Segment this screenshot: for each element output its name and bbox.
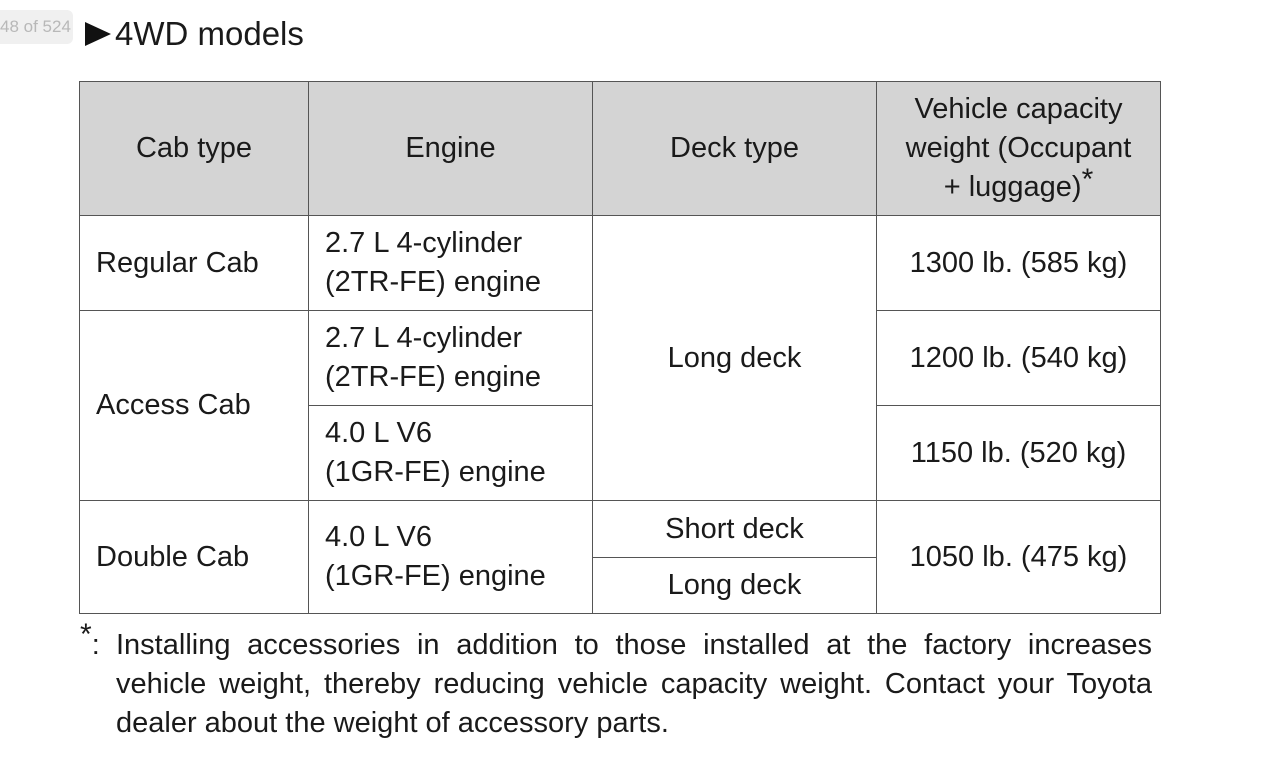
footnote	[80, 618, 1152, 743]
deck-cell-short: Short deck	[593, 501, 877, 558]
page-indicator: 48 of 524	[0, 10, 73, 44]
header-deck-type: Deck type	[593, 82, 877, 216]
header-capacity-line1: Vehicle capacity	[914, 93, 1123, 125]
table-row	[80, 216, 1161, 311]
deck-cell-long: Long deck	[593, 558, 877, 614]
table-header-row	[80, 82, 1161, 216]
engine-line1: 2.7 L 4-cylinder	[325, 322, 523, 354]
engine-cell	[309, 406, 593, 501]
weight-cell: 1050 lb. (475 kg)	[877, 501, 1161, 614]
asterisk-mark: *	[1081, 163, 1094, 196]
cab-cell: Regular Cab	[80, 216, 309, 311]
footnote-separator: :	[91, 629, 100, 661]
cab-cell: Access Cab	[80, 311, 309, 501]
table-row	[80, 501, 1161, 558]
header-engine: Engine	[309, 82, 593, 216]
weight-cell: 1150 lb. (520 kg)	[877, 406, 1161, 501]
weight-cell: 1200 lb. (540 kg)	[877, 311, 1161, 406]
engine-line2: (2TR-FE) engine	[325, 266, 541, 298]
header-capacity-line2: weight (Occupant	[905, 132, 1132, 164]
header-cab-type: Cab type	[80, 82, 309, 216]
cab-cell: Double Cab	[80, 501, 309, 614]
header-capacity-line3: + luggage)	[943, 171, 1082, 203]
header-capacity-line3-wrap	[893, 163, 1144, 207]
footnote-mark	[80, 618, 116, 743]
asterisk-mark: *	[80, 618, 92, 651]
triangle-bullet-icon	[85, 22, 111, 46]
capacity-table	[79, 81, 1161, 614]
engine-line1: 2.7 L 4-cylinder	[325, 227, 523, 259]
header-capacity-weight	[877, 82, 1161, 216]
engine-cell	[309, 216, 593, 311]
deck-cell-long-merged: Long deck	[593, 216, 877, 501]
engine-line2: (1GR-FE) engine	[325, 560, 546, 592]
engine-line1: 4.0 L V6	[325, 417, 432, 449]
engine-line2: (1GR-FE) engine	[325, 456, 546, 488]
section-title: 4WD models	[115, 15, 304, 52]
engine-line2: (2TR-FE) engine	[325, 361, 541, 393]
engine-line1: 4.0 L V6	[325, 521, 432, 553]
engine-cell	[309, 311, 593, 406]
footnote-text: Installing accessories in addition to those installed at the factory increases vehicle weight, thereby reducing vehicle capacity weight. Contact your Toyota dealer about the weight of accessory parts.	[116, 629, 1152, 739]
section-heading	[85, 14, 304, 54]
weight-cell: 1300 lb. (585 kg)	[877, 216, 1161, 311]
engine-cell	[309, 501, 593, 614]
